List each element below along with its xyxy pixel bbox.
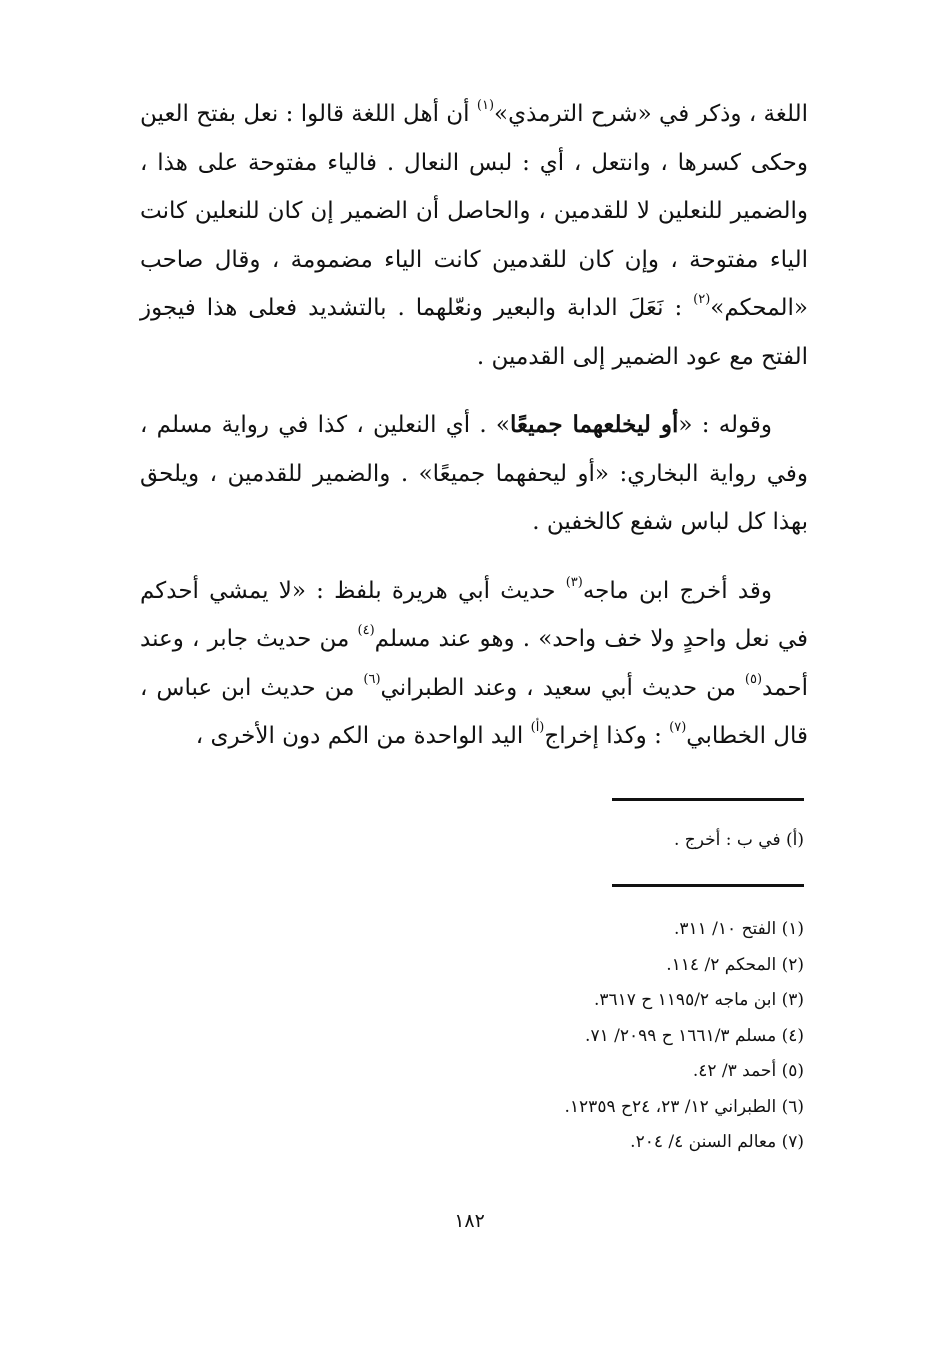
footnote-item: (١) الفتح ١٠/ ٣١١.: [673, 919, 804, 939]
text-segment: أن أهل اللغة قالوا : نعل بفتح العين وحكى كسرها ، وانتعل ، أي : لبس النعال . فالياء مفتوحة على هذا ، والضمير للنعلين لا للقدمين ، والحاصل أن الضمير إن كان للنعلين كانت الياء مفتوحة ، وإن كان للقدمين كانت الياء مضمومة ، وقال صاحب «المحكم»: [140, 101, 808, 321]
paragraph-2: [140, 401, 808, 547]
footnote-item: (٧) معالم السنن ٤/ ٢٠٤.: [630, 1132, 804, 1152]
footnote-ref[interactable]: (٣): [565, 574, 583, 590]
footnote-ref[interactable]: (٤): [357, 623, 375, 638]
footnote-ref[interactable]: (٦): [363, 671, 381, 687]
bold-hadith-phrase: أو ليخلعهما جميعًا: [510, 411, 679, 438]
footnote-ref[interactable]: (١): [476, 98, 495, 113]
footnote-ref[interactable]: (٥): [744, 671, 763, 687]
text-segment: وقد أخرج ابن ماجه: [582, 577, 772, 604]
page-number: ١٨٢: [454, 1210, 485, 1232]
text-segment: : نَعَلَ الدابة والبعير ونعّلهما . بالتشديد فعلى هذا فيجوز الفتح مع عود الضمير إلى القدمين .: [140, 295, 808, 370]
footnote-item: (٥) أحمد ٣/ ٤٢.: [692, 1061, 804, 1081]
footnote-item: (٣) ابن ماجه ١١٩٥/٢ ح ٣٦١٧.: [593, 990, 804, 1010]
text-segment: » . أي النعلين ، كذا في رواية مسلم ، وفي رواية البخاري: «أو ليحفهما جميعًا» . والضمير للقدمين ، ويلحق بهذا كل لباس شفع كالخفين .: [140, 412, 808, 535]
text-segment: من حديث ابن عباس ، قال الخطابي: [140, 674, 808, 749]
main-text: [140, 90, 808, 781]
text-segment: اللغة ، وذكر في «شرح الترمذي»: [494, 101, 808, 127]
paragraph-3: [140, 567, 808, 761]
footnote-item: (٤) مسلم ١٦٦١/٣ ح ٢٠٩٩/ ٧١.: [585, 1025, 804, 1046]
text-segment: حديث أبي هريرة بلفظ : «لا يمشي أحدكم في نعل واحدٍ ولا خف واحد» . وهو عند مسلم: [140, 577, 808, 652]
paragraph-1: [140, 90, 808, 381]
footnotes-list: [140, 912, 804, 1161]
text-segment: وقوله : «: [678, 412, 773, 438]
text-segment: : وكذا إخراج: [544, 723, 670, 749]
footnote-item: (٢) المحكم ٢/ ١١٤.: [666, 954, 804, 975]
footnote-ref[interactable]: (٧): [669, 720, 687, 735]
footnote-item: (٦) الطبراني ١٢/ ٢٣، ٢٤ح ١٢٣٥٩.: [564, 1096, 804, 1117]
text-segment: اليد الواحدة من الكم دون الأخرى ،: [195, 723, 531, 749]
footnote-ref[interactable]: (٢): [693, 292, 711, 307]
variant-ref[interactable]: (أ): [530, 720, 545, 735]
text-segment: من حديث أبي سعيد ، وعند الطبراني: [380, 674, 745, 701]
variant-note: (أ) في ب : أخرج .: [673, 830, 804, 850]
text-segment: من حديث جابر ، وعند أحمد: [140, 626, 808, 701]
footnote-divider-top: [612, 798, 804, 801]
footnote-divider-bottom: [612, 884, 804, 887]
